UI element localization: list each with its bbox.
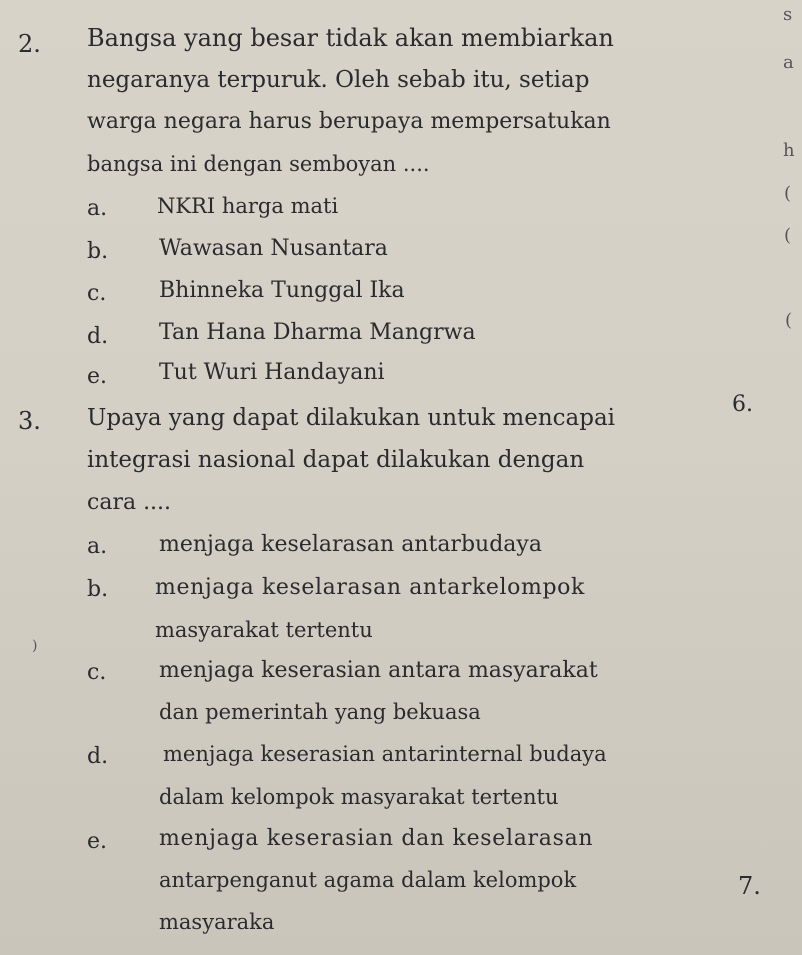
question-3-option-e-text-line-1: menjaga keserasian dan keselarasan: [159, 826, 594, 851]
side-question-number-6: 6.: [732, 392, 753, 417]
question-2-option-b-letter: b.: [87, 239, 109, 264]
cropped-edge-mark: a: [783, 52, 794, 73]
cropped-edge-mark: (: [784, 183, 792, 204]
question-3-number: 3.: [18, 407, 41, 435]
question-3-option-a-text: menjaga keselarasan antarbudaya: [159, 532, 542, 557]
cropped-edge-mark: ): [32, 638, 38, 654]
question-3-option-c-text-line-1: menjaga keserasian antara masyarakat: [159, 658, 598, 683]
question-2-option-e-letter: e.: [87, 364, 108, 389]
question-3-option-b-text-line-2: masyarakat tertentu: [155, 618, 373, 642]
question-2-number: 2.: [18, 30, 41, 58]
cropped-edge-mark: h: [783, 140, 795, 161]
question-2-option-a-text: NKRI harga mati: [157, 194, 339, 218]
question-3-option-c-letter: c.: [87, 660, 107, 685]
cropped-edge-mark: (: [784, 225, 792, 246]
question-3-option-d-text-line-2: dalam kelompok masyarakat tertentu: [159, 785, 559, 809]
question-3-option-c-text-line-2: dan pemerintah yang bekuasa: [159, 700, 481, 724]
side-question-number-7: 7.: [738, 872, 761, 900]
question-3-line-1: Upaya yang dapat dilakukan untuk mencapai: [87, 405, 616, 431]
question-2-line-4: bangsa ini dengan semboyan ....: [87, 152, 430, 176]
question-2-option-c-letter: c.: [87, 281, 107, 306]
cropped-edge-mark: (: [785, 310, 793, 331]
question-2-line-3: warga negara harus berupaya mempersatukan: [87, 109, 611, 134]
question-3-option-e-letter: e.: [87, 829, 108, 854]
question-2-option-e-text: Tut Wuri Handayani: [159, 360, 385, 385]
question-3-option-b-text-line-1: menjaga keselarasan antarkelompok: [155, 575, 585, 600]
question-3-option-a-letter: a.: [87, 534, 108, 559]
question-3-option-e-text-line-2: antarpenganut agama dalam kelompok: [159, 868, 577, 892]
question-2-option-c-text: Bhinneka Tunggal Ika: [159, 278, 405, 303]
question-2-option-d-text: Tan Hana Dharma Mangrwa: [159, 320, 476, 345]
question-2-line-2: negaranya terpuruk. Oleh sebab itu, setiap: [87, 67, 590, 93]
question-3-option-e-text-line-3: masyaraka: [159, 910, 275, 934]
question-2-line-1: Bangsa yang besar tidak akan membiarkan: [87, 24, 614, 52]
question-3-line-3: cara ....: [87, 490, 172, 515]
cropped-edge-mark: s: [783, 4, 793, 25]
question-3-line-2: integrasi nasional dapat dilakukan dengan: [87, 447, 585, 473]
question-2-option-b-text: Wawasan Nusantara: [159, 236, 388, 261]
question-3-option-d-text-line-1: menjaga keserasian antarinternal budaya: [163, 742, 607, 766]
question-3-option-d-letter: d.: [87, 744, 109, 769]
question-2-option-a-letter: a.: [87, 196, 108, 221]
question-2-option-d-letter: d.: [87, 324, 109, 349]
question-3-option-b-letter: b.: [87, 577, 109, 602]
